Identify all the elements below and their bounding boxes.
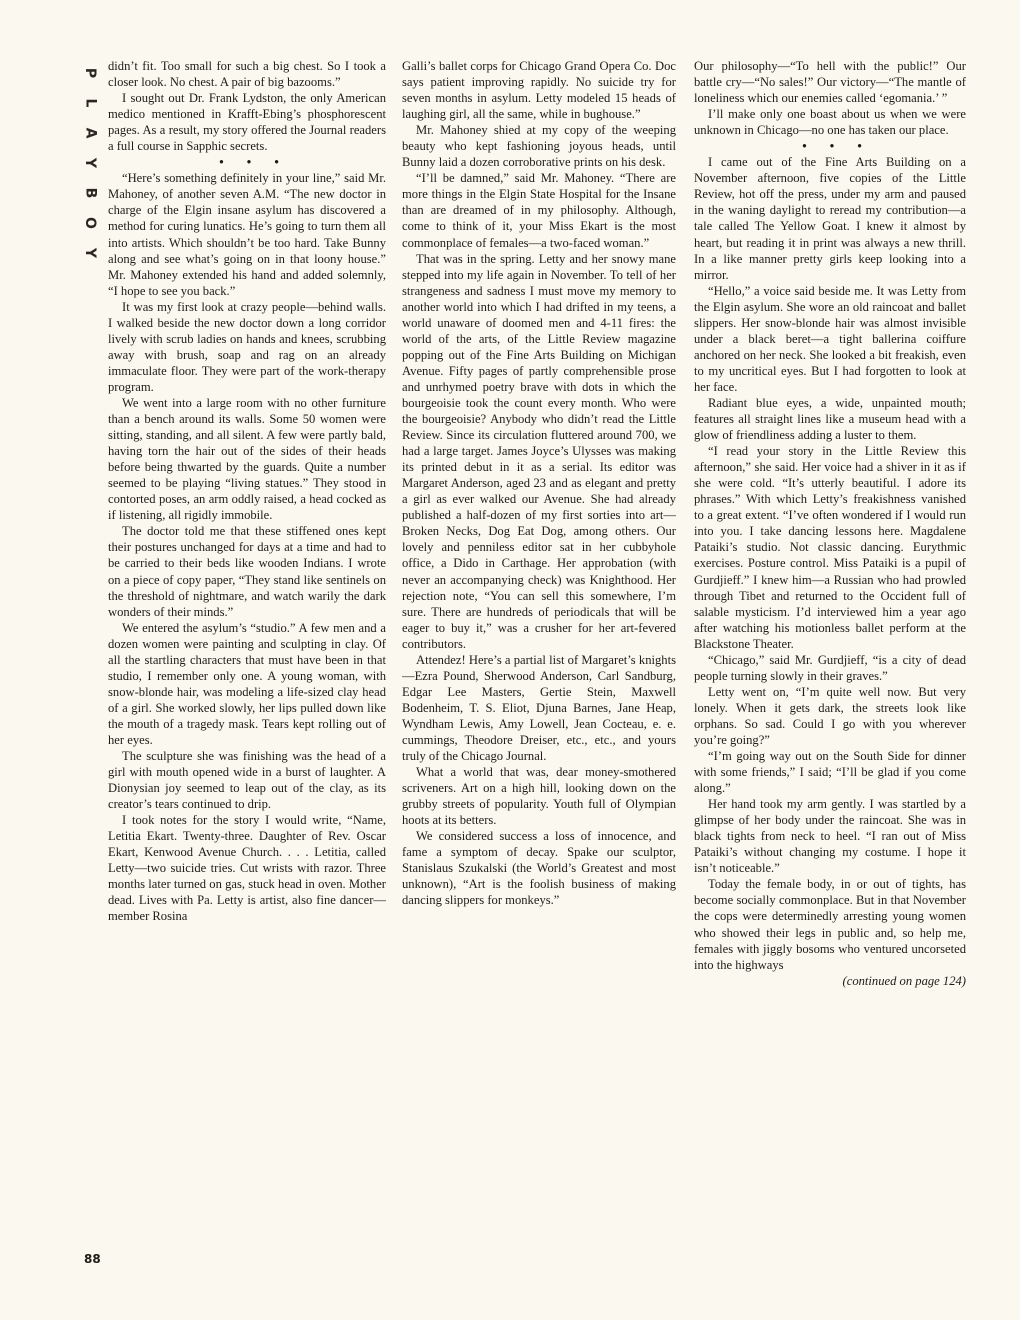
paragraph: It was my first look at crazy people—behind walls. I walked beside the new doctor down a long corridor lively with scrub ladies on hands and knees, scrubbing away with brush, soap and rag on an already immaculate floor. They were part of the work-therapy program. [108, 299, 386, 394]
paragraph: Galli’s ballet corps for Chicago Grand Opera Co. Doc says patient improving rapidly. No suicide try for seven months in asylum. Letty modeled 15 heads of laughing girl, all the same, while in bughouse.” [402, 59, 676, 122]
paragraph: What a world that was, dear money-smothered scriveners. Art on a high hill, looking down on the grubby streets of popularity. Youth full of Olympian hoots at its betters. [402, 765, 676, 828]
paragraph: Letty went on, “I’m quite well now. But very lonely. When it gets dark, the streets look like orphans. So sad. Could I go with you wherever you’re going?” [694, 684, 966, 747]
paragraph: The sculpture she was finishing was the head of a girl with mouth opened wide in a burst of laughter. A Dionysian joy seemed to leap out of the clay, as its creator’s tears continued to drip. [108, 749, 386, 812]
logo-letter: Y [81, 247, 98, 259]
paragraph: The doctor told me that these stiffened ones kept their postures unchanged for days at a time and had to be carried to their beds like wooden Indians. I wrote on a piece of copy paper, “They stand like sentinels on the threshold of nightmare, and watch warily the dark wonders of their minds.” [108, 524, 386, 619]
paragraph: Her hand took my arm gently. I was startled by a glimpse of her body under the raincoat. She was in black tights from neck to heel. “I ran out of Miss Pataiki’s without changing my costume. I hope it isn’t noticeable.” [694, 797, 966, 876]
paragraph: “I’m going way out on the South Side for dinner with some friends,” I said; “I’ll be glad if you come along.” [694, 749, 966, 796]
text-column-1 [108, 58, 386, 1298]
paragraph: I took notes for the story I would write, “Name, Letitia Ekart. Twenty-three. Daughter of Rev. Oscar Ekart, Kenwood Avenue Church. . . . Letitia, called Letty—two suicide tries. Cut wrists with razor. Three months later turned on gas, stuck head in oven. Mother dead. Lives with Pa. Letty is artist, also fine dancer—member Rosina [108, 813, 386, 924]
paragraph: Radiant blue eyes, a wide, unpainted mouth; features all straight lines like a museum head with a glow of friendliness adding a luster to them. [694, 395, 966, 443]
page-number: 88 [84, 1252, 101, 1266]
logo-letter: L [81, 98, 98, 108]
paragraph: Attendez! Here’s a partial list of Margaret’s knights—Ezra Pound, Sherwood Anderson, Carl Sandburg, Edgar Lee Masters, Gertie Stein, Maxwell Bodenheim, T. S. Eliot, Djuna Barnes, Jane Heap, Wyndham Lewis, Amy Lowell, Jean Cocteau, e. e. cummings, Theodore Dreiser, etc., etc., and yours truly of the Chicago Journal. [402, 652, 676, 764]
logo-letter: O [82, 217, 98, 229]
paragraph: That was in the spring. Letty and her snowy mane stepped into my life again in November. To tell of her strangeness and sadness I must move my memory to another world into which I had drifted in my teens, a world unaware of doomed men and 4-11 fires: the world of the arts, of the Little Review magazine popping out of the Fine Arts Building on Michigan Avenue. Fifty pages of partly comprehensible prose and unrhymed poetry brave with dots in which the bourgeoisie took the count every month. Who were the bourgeoisie? Anybody who didn’t read the Little Review. Since its circulation fluttered around 700, we had a large target. James Joyce’s Ulysses was making its printed debut in it as a serial. Its editor was Margaret Anderson, aged 23 and as elegant and pretty a girl as ever walked our Avenue. She had already published a half-dozen of my first sorties into art—Broken Necks, Dog Eat Dog, among others. Our lovely and penniless editor sat in her cubbyhole office, a Dido in Carthage. Her approbation (with never an accompanying check) was Knighthood. Her rejection note, “You can sell this somewhere, I’m sure. There are hundreds of periodicals that will be eager to buy it,” was a crusher for her art-fevered contributors. [402, 251, 676, 651]
paragraph: “Hello,” a voice said beside me. It was Letty from the Elgin asylum. She wore an old raincoat and ballet slippers. Her snow-blonde hair was almost invisible under a black beret—a tight ballerina coiffure anchored on her neck. She looked a bit freakish, even to my uncritical eyes. But I had forgotten to look at her face. [694, 283, 966, 394]
paragraph: didn’t fit. Too small for such a big chest. So I took a closer look. No chest. A pair of big bazooms.” [108, 59, 386, 90]
paragraph: Mr. Mahoney shied at my copy of the weeping beauty who kept fashioning joyous heads, until Bunny laid a dozen corroborative prints on his desk. [402, 123, 676, 170]
paragraph: Our philosophy—“To hell with the public!” Our battle cry—“No sales!” Our victory—“The mantle of loneliness which our enemies called ‘egomania.’ ” [694, 59, 966, 106]
paragraph: I’ll make only one boast about us when we were unknown in Chicago—no one has taken our place. [694, 107, 966, 138]
text-column-2 [402, 58, 676, 1298]
logo-letter: P [81, 67, 98, 79]
section-separator: • • • [802, 139, 872, 154]
continuation-note: (continued on page 124) [842, 973, 966, 988]
paragraph: We considered success a loss of innocence, and fame a symptom of decay. Spake our sculptor, Stanislaus Szukalski (the World’s Greatest and most unknown), “Art is the foolish business of making dancing slippers for monkeys.” [402, 829, 676, 908]
paragraph: We went into a large room with no other furniture than a bench around its walls. Some 50 women were sitting, standing, and all silent. A few were partly bald, having torn the hair out of the sides of their heads before being thwarted by the guards. Quite a number seemed to be playing “living statues.” They stood in contorted poses, an arm oddly raised, a head cocked as if listening, all rigidly immobile. [108, 395, 386, 523]
paragraph: “I read your story in the Little Review this afternoon,” she said. Her voice had a shiver in it as if she were cold. “It’s utterly beautiful. I adore its phrases.” With which Letty’s freakishness vanished to a great extent. “I’ve often wondered if I would run into you. I take dancing lessons here. Magdalene Pataiki’s studio. Not classic dancing. Eurythmic exercises. Posture control. Miss Pataiki is a pupil of Gurdjieff.” I knew him—a Russian who had prowled through Tibet and returned to the Occident full of salable mysticism. I’d interviewed him a year ago after watching his motionless ballet perform at the Blackstone Theater. [694, 444, 966, 651]
paragraph: We entered the asylum’s “studio.” A few men and a dozen women were painting and sculpting in clay. Of all the startling characters that must have been in that studio, I remember only one. A young woman, with snow-blonde hair, was modeling a life-sized clay head of a girl. She worked slowly, her lips pulled down like the mouth of a tragedy mask. Tears kept rolling out of her eyes. [108, 620, 386, 747]
logo-letter: Y [81, 157, 98, 169]
vertical-logo [80, 58, 100, 268]
paragraph: Today the female body, in or out of tights, has become socially commonplace. But in that November the cops were determinedly arresting young women who showed their legs in public and, so help me, females with jiggly bosoms who ventured uncorseted into the highways [694, 877, 966, 972]
paragraph: “I’ll be damned,” said Mr. Mahoney. “There are more things in the Elgin State Hospital for the Insane than are dreamed of in my philosophy. Although, come to think of it, your Miss Ekart is the most commonplace of females—a two-faced woman.” [402, 171, 676, 250]
logo-letter: B [81, 187, 98, 199]
paragraph: “Here’s something definitely in your line,” said Mr. Mahoney, of another seven A.M. “The new doctor in charge of the Elgin insane asylum has discovered a method for curing lunatics. He’s going to turn them all into artists. Which shouldn’t be too hard. Take Bunny along and see what’s going on in that loony house.” Mr. Mahoney extended his hand and added solemnly, “I hope to see you back.” [108, 171, 386, 298]
section-separator: • • • [219, 155, 289, 170]
logo-letter: A [82, 127, 98, 139]
paragraph: “Chicago,” said Mr. Gurdjieff, “is a city of dead people turning slowly in their graves.” [694, 652, 966, 683]
paragraph: I sought out Dr. Frank Lydston, the only American medico mentioned in Krafft-Ebing’s phosphorescent pages. As a result, my story offered the Journal readers a full course in Sapphic secrets. [108, 91, 386, 154]
paragraph: I came out of the Fine Arts Building on a November afternoon, five copies of the Little Review, hot off the press, under my arm and paused in the waning daylight to reread my contribution—a tale called The Yellow Goat. I knew it almost by heart, but reading it in print was always a new thrill. In a like manner pretty girls keep looking into a mirror. [694, 155, 966, 282]
text-column-3 [694, 58, 966, 1298]
